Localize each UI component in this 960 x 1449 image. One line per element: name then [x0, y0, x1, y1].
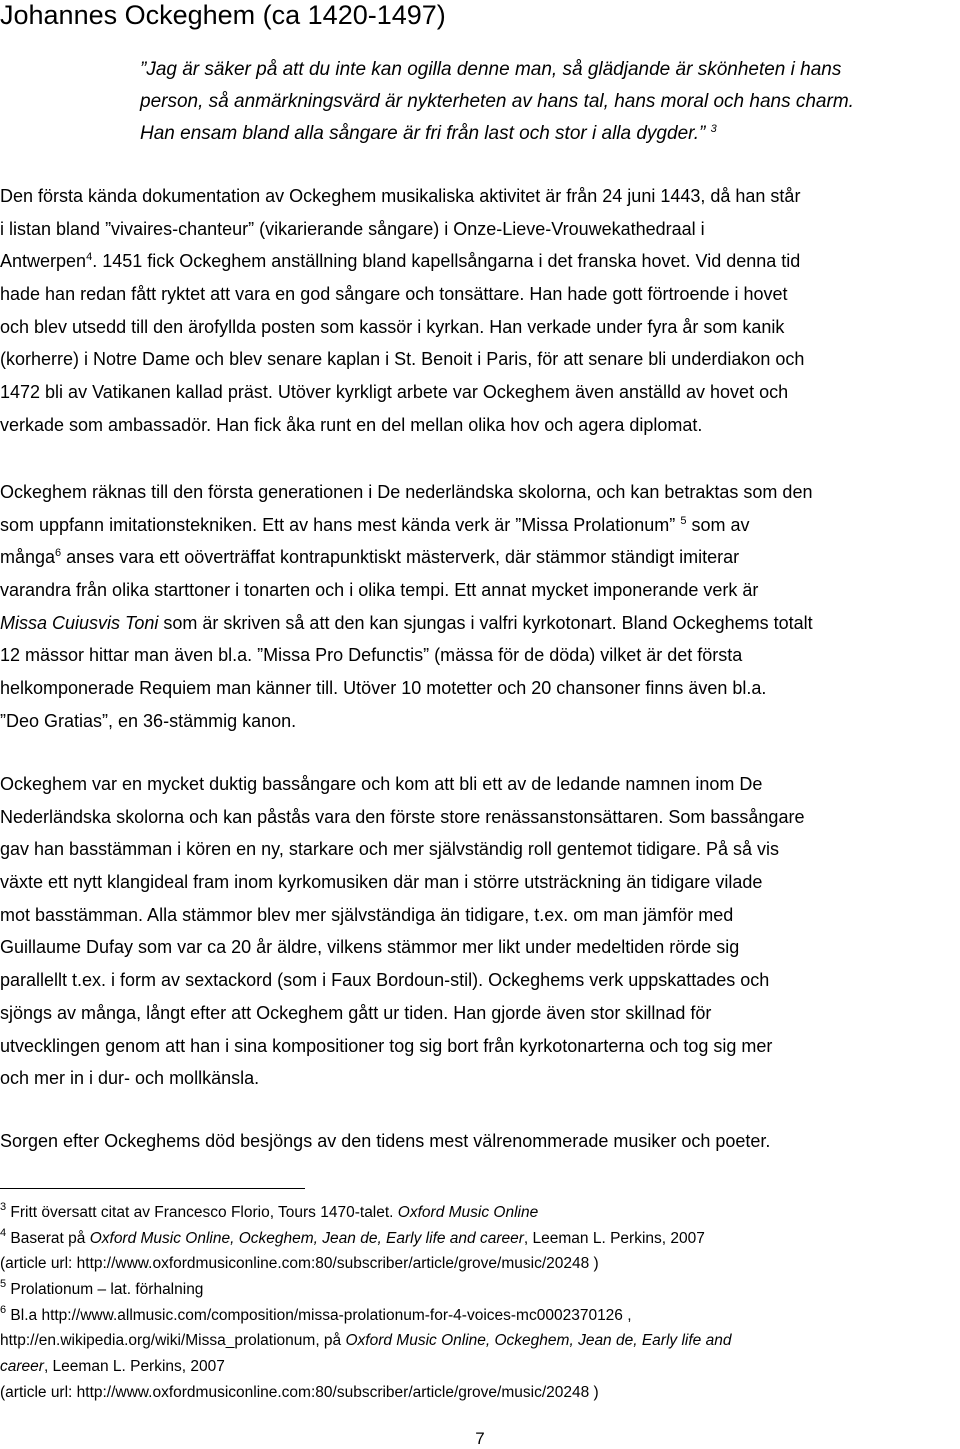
text-line: Sorgen efter Ockeghems död besjöngs av den tidens mest välrenommerade musiker och poeter.: [0, 1131, 771, 1151]
text-segment: som är skriven så att den kan sjungas i valfri kyrkotonart. Bland Ockeghems totalt: [158, 612, 813, 633]
paragraph-biography: [0, 180, 960, 442]
paragraph-works: [0, 476, 960, 738]
text-line: [0, 509, 960, 542]
footnote-6-url: (article url: http://www.oxfordmusiconline.com:80/subscriber/article/grove/music/20248 ): [0, 1383, 599, 1401]
page-title: Johannes Ockeghem (ca 1420-1497): [0, 0, 446, 30]
text-line: gav han basstämman i kören en ny, starkare och mer självständig roll gentemot tidigare. På så vis: [0, 839, 780, 860]
footnote-number: 4: [0, 1226, 7, 1239]
text-line: och blev utsedd till den ärofyllda posten som kassör i kyrkan. Han verkade under fyra år som kanik: [0, 316, 785, 337]
footnote-text: Bl.a http://www.allmusic.com/composition/missa-prolationum-for-4-voices-mc0002370126 ,: [6, 1306, 632, 1324]
text-line: verkade som ambassadör. Han fick åka runt en del mellan olika hov och agera diplomat.: [0, 414, 703, 435]
footnote-5: [0, 1277, 960, 1303]
text-line: (korherre) i Notre Dame och blev senare kaplan i St. Benoit i Paris, för att senare bli underdiakon och: [0, 349, 805, 370]
footnote-text: , Leeman L. Perkins, 2007: [43, 1358, 225, 1376]
work-title-italic: Missa Cuiusvis Toni: [0, 612, 159, 633]
footnote-ref-5: 5: [680, 514, 687, 527]
footnote-number: 3: [0, 1201, 7, 1213]
paragraph-bass-singer: [0, 768, 960, 1095]
text-line: 12 mässor hittar man även bl.a. ”Missa Pro Defunctis” (mässa för de döda) vilket är det första: [0, 645, 743, 666]
text-line: och mer in i dur- och mollkänsla.: [0, 1068, 260, 1089]
footnote-ref-4: 4: [86, 251, 93, 264]
text-line: utvecklingen genom att han i sina kompositioner tog sig bort från kyrkotonarterna och tog sig mer: [0, 1035, 773, 1056]
text-line: Nederländska skolorna och kan påstås vara den förste store renässanstonsättaren. Som bassångare: [0, 806, 805, 827]
quote-line: person, så anmärkningsvärd är nykterheten av hans tal, hans moral och hans charm.: [140, 91, 854, 112]
footnote-source-italic: Oxford Music Online, Ockeghem, Jean de, Early life and: [345, 1332, 732, 1350]
text-line: sjöngs av många, långt efter att Ockeghem gått ur tiden. Han gjorde även stor skillnad för: [0, 1002, 712, 1023]
footnote-text: Baserat på: [6, 1229, 90, 1247]
footnote-6-line: [0, 1354, 960, 1380]
text-line: varandra från olika starttoner i tonarten och i olika tempi. Ett annat mycket imponerande verk är: [0, 580, 759, 601]
text-segment: Antwerpen: [0, 251, 87, 272]
text-line: hade han redan fått ryktet att vara en god sångare och tonsättare. Han hade gott förtroende i hovet: [0, 284, 788, 305]
footnote-text: Fritt översatt citat av Francesco Florio, Tours 1470-talet.: [6, 1204, 398, 1221]
footnote-ref-3: 3: [710, 123, 717, 135]
footnote-text: http://en.wikipedia.org/wiki/Missa_prolationum, på: [0, 1332, 346, 1350]
footnote-source-italic: Oxford Music Online: [397, 1204, 539, 1221]
footnote-ref-6: 6: [55, 547, 62, 560]
footnote-6-line: [0, 1328, 960, 1354]
text-line: helkomponerade Requiem man känner till. Utöver 10 motetter och 20 chansoner finns även bl.a.: [0, 678, 767, 699]
text-line: [0, 607, 960, 640]
quote-line: ”Jag är säker på att du inte kan ogilla denne man, så glädjande är skönheten i hans: [140, 59, 842, 80]
text-line: [0, 245, 960, 278]
text-line: i listan bland ”vivaires-chanteur” (vikarierande sångare) i Onze-Lieve-Vrouwekathedraal i: [0, 218, 705, 239]
text-line: mot basstämman. Alla stämmor blev mer självständiga än tidigare, t.ex. om man jämför med: [0, 904, 734, 925]
text-line: Den första kända dokumentation av Ockeghem musikaliska aktivitet är från 24 juni 1443, då han står: [0, 186, 801, 206]
footnote-4: [0, 1226, 960, 1252]
footnote-source-italic: career: [0, 1358, 44, 1376]
text-line: Ockeghem räknas till den första generationen i De nederländska skolorna, och kan betraktas som den: [0, 482, 813, 502]
epigraph-quote: [140, 54, 955, 150]
text-line: ”Deo Gratias”, en 36-stämmig kanon.: [0, 710, 297, 731]
footnote-4-url: (article url: http://www.oxfordmusiconline.com:80/subscriber/article/grove/music/20248 ): [0, 1255, 599, 1273]
text-line: Guillaume Dufay som var ca 20 år äldre, vilkens stämmor mer likt under medeltiden rörde sig: [0, 937, 740, 958]
text-segment: som uppfann imitationstekniken. Ett av hans mest kända verk är ”Missa Prolationum”: [0, 514, 676, 535]
footnote-source-italic: Oxford Music Online, Ockeghem, Jean de, Early life and career: [89, 1229, 524, 1247]
text-line: [0, 541, 960, 574]
footnote-6: [0, 1303, 960, 1329]
text-line: växte ett nytt klangideal fram inom kyrkomusiken där man i större utsträckning än tidigare vilade: [0, 872, 763, 893]
footnote-text: , Leeman L. Perkins, 2007: [523, 1229, 705, 1247]
footnote-number: 6: [0, 1303, 7, 1316]
quote-line: [140, 118, 955, 150]
footnotes: [0, 1200, 960, 1406]
footnote-text: Prolationum – lat. förhalning: [6, 1281, 204, 1299]
footnote-number: 5: [0, 1278, 7, 1291]
footnote-3: [0, 1200, 960, 1226]
text-segment: många: [0, 547, 56, 568]
text-segment: anses vara ett oöverträffat kontrapunktiskt mästerverk, där stämmor ständigt imiterar: [61, 547, 740, 568]
text-line: parallellt t.ex. i form av sextackord (som i Faux Bordoun-stil). Ockeghems verk uppskattades och: [0, 970, 770, 991]
page-number: 7: [475, 1429, 485, 1448]
quote-line-text: Han ensam bland alla sångare är fri från last och stor i alla dygder.”: [140, 123, 706, 144]
footnote-separator: [0, 1188, 305, 1189]
text-line: Ockeghem var en mycket duktig bassångare och kom att bli ett av de ledande namnen inom De: [0, 774, 763, 794]
paragraph-mourning: [0, 1125, 960, 1158]
text-segment: som av: [686, 514, 750, 535]
text-line: 1472 bli av Vatikanen kallad präst. Utöver kyrkligt arbete var Ockeghem även anställd av hovet och: [0, 382, 789, 403]
text-segment: . 1451 fick Ockeghem anställning bland kapellsångarna i det franska hovet. Vid denna tid: [92, 251, 801, 272]
